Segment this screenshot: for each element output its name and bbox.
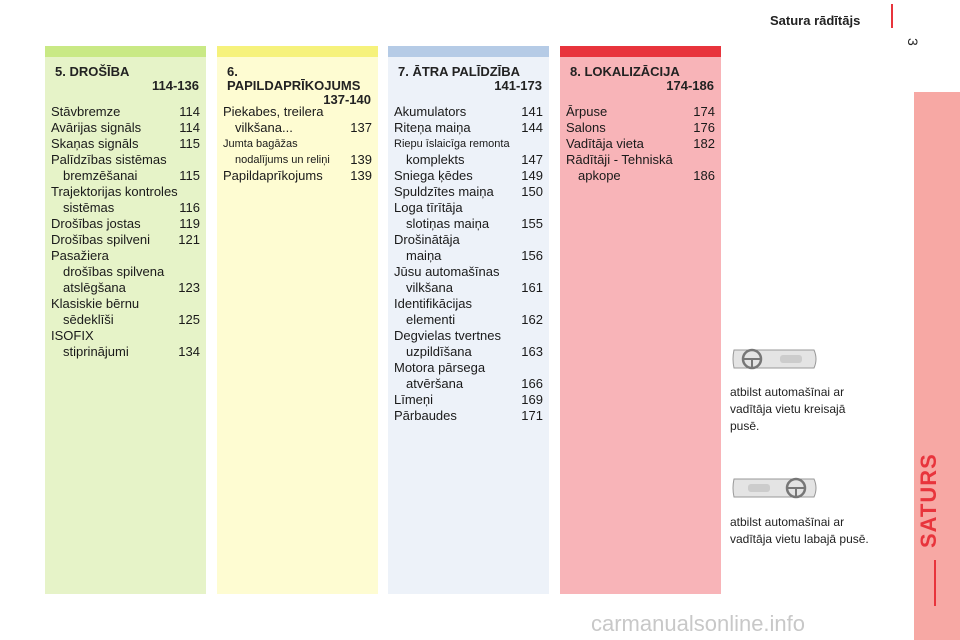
toc-entry[interactable] xyxy=(394,328,543,360)
toc-entry-label: stiprinājumi xyxy=(63,344,129,359)
toc-entry-page: 144 xyxy=(521,120,543,135)
toc-entry-page: 182 xyxy=(693,136,715,151)
toc-entry-label: Klasiskie bērnu xyxy=(51,296,140,311)
toc-entry-page: 114 xyxy=(179,104,200,119)
toc-entry[interactable] xyxy=(394,360,543,392)
toc-entry-label: Identifikācijas xyxy=(394,296,473,311)
toc-entry-label: nodalījums un reliņi xyxy=(235,154,330,166)
chapter-7-column xyxy=(388,46,549,594)
toc-entry-label: ISOFIX xyxy=(51,328,94,343)
toc-entry-label: Avārijas signāls xyxy=(51,120,142,135)
toc-entry-page: 115 xyxy=(179,168,200,183)
toc-entry-label: sēdeklīši xyxy=(63,312,114,327)
toc-entry[interactable] xyxy=(223,104,372,136)
chapter-header[interactable] xyxy=(217,57,378,107)
toc-entry-label: vilkšana xyxy=(406,280,453,295)
chapter-6-column xyxy=(217,46,378,594)
toc-entry[interactable] xyxy=(51,232,200,248)
toc-entry-page: 137 xyxy=(350,120,372,135)
chapter-title: 5. DROŠĪBA xyxy=(55,64,130,79)
toc-entry-label: atvēršana xyxy=(406,376,464,391)
toc-entry-label: slotiņas maiņa xyxy=(406,216,490,231)
chapter-5-column xyxy=(45,46,206,594)
chapter-entries xyxy=(45,101,206,360)
chapter-header[interactable] xyxy=(388,57,549,101)
toc-entry[interactable] xyxy=(394,296,543,328)
chapter-color-bar xyxy=(560,46,721,57)
toc-entry-page: 186 xyxy=(693,168,715,183)
toc-entry-label: Pārbaudes xyxy=(394,408,457,423)
toc-entry-label: Degvielas tvertnes xyxy=(394,328,501,343)
toc-entry-label: Drošības jostas xyxy=(51,216,141,231)
page-number: 3 xyxy=(905,38,921,46)
toc-entry-label: maiņa xyxy=(406,248,442,263)
chapter-header[interactable] xyxy=(45,57,206,101)
toc-entry[interactable] xyxy=(394,232,543,264)
toc-entry[interactable] xyxy=(566,104,715,120)
chapter-color-bar xyxy=(45,46,206,57)
toc-entry-page: 176 xyxy=(693,120,715,135)
toc-entry-label: Piekabes, treilera xyxy=(223,104,324,119)
toc-entry-label: Stāvbremze xyxy=(51,104,121,119)
toc-entry-label: atslēgšana xyxy=(63,280,126,295)
toc-entry-page: 149 xyxy=(521,168,543,183)
chapter-range: 137-140 xyxy=(323,92,371,107)
toc-entry[interactable] xyxy=(394,104,543,120)
toc-entry-page: 139 xyxy=(350,168,372,183)
chapter-range: 174-186 xyxy=(666,78,714,93)
toc-entry-label: Sniega ķēdes xyxy=(394,168,473,183)
toc-entry-label: elementi xyxy=(406,312,456,327)
toc-entry-page: 162 xyxy=(521,312,543,327)
toc-entry[interactable] xyxy=(51,136,200,152)
toc-entry-page: 134 xyxy=(178,344,200,359)
toc-entry[interactable] xyxy=(394,184,543,200)
toc-entry[interactable] xyxy=(51,184,200,216)
watermark: carmanualsonline.info xyxy=(591,611,806,636)
toc-entry-label: Akumulators xyxy=(394,104,467,119)
toc-entry-page: 161 xyxy=(521,280,543,295)
toc-entry[interactable] xyxy=(394,392,543,408)
header-divider xyxy=(891,4,893,28)
toc-entry[interactable] xyxy=(394,168,543,184)
toc-entry[interactable] xyxy=(394,408,543,424)
toc-entry-label: Jumta bagāžas xyxy=(223,138,298,150)
chapter-color-bar xyxy=(217,46,378,57)
chapter-title: 7. ĀTRA PALĪDZĪBA xyxy=(398,64,521,79)
toc-entry[interactable] xyxy=(566,120,715,136)
toc-entry-label: Pasažiera xyxy=(51,248,109,263)
toc-entry-page: 169 xyxy=(521,392,543,407)
toc-entry-label: Riteņa maiņa xyxy=(394,120,471,135)
chapter-color-bar xyxy=(388,46,549,57)
left-hand-drive-icon xyxy=(730,344,820,374)
toc-entry[interactable] xyxy=(566,136,715,152)
toc-entry-label: Loga tīrītāja xyxy=(394,200,463,215)
toc-entry-page: 116 xyxy=(179,200,200,215)
toc-entry-page: 139 xyxy=(350,152,372,167)
toc-entry[interactable] xyxy=(223,168,372,184)
toc-entry[interactable] xyxy=(394,200,543,232)
chapter-entries xyxy=(217,101,378,184)
toc-entry-page: 141 xyxy=(521,104,543,119)
toc-entry-page: 155 xyxy=(521,216,543,231)
toc-entry[interactable] xyxy=(51,216,200,232)
toc-entry-page: 123 xyxy=(178,280,200,295)
toc-entry-page: 156 xyxy=(521,248,543,263)
toc-entry-label: bremzēšanai xyxy=(63,168,138,183)
toc-entry[interactable] xyxy=(51,296,200,328)
toc-entry-label: Spuldzītes maiņa xyxy=(394,184,494,199)
toc-entry[interactable] xyxy=(51,120,200,136)
toc-entry[interactable] xyxy=(51,328,200,360)
toc-entry-page: 115 xyxy=(179,136,200,151)
chapter-entries xyxy=(388,101,549,424)
chapter-title: 8. LOKALIZĀCIJA xyxy=(570,64,680,79)
toc-entry-label: Papildaprīkojums xyxy=(223,168,323,183)
toc-entry[interactable] xyxy=(223,136,372,168)
toc-entry-page: 147 xyxy=(521,152,543,167)
toc-entry-label: Vadītāja vieta xyxy=(566,136,644,151)
chapter-header[interactable] xyxy=(560,57,721,101)
toc-entry-page: 150 xyxy=(521,184,543,199)
toc-entry-page: 125 xyxy=(178,312,200,327)
toc-entry-page: 166 xyxy=(521,376,543,391)
right-hand-drive-icon xyxy=(730,473,820,503)
toc-entry-label: sistēmas xyxy=(63,200,115,215)
toc-entry-label: Trajektorijas kontroles xyxy=(51,184,178,199)
header-title: Satura rādītājs xyxy=(770,13,861,28)
toc-entry[interactable] xyxy=(394,264,543,296)
toc-entry[interactable] xyxy=(394,136,543,168)
chapter-8-column xyxy=(560,46,721,594)
toc-entry-label: Palīdzības sistēmas xyxy=(51,152,167,167)
toc-entry-label: vilkšana... xyxy=(235,120,293,135)
toc-entry-page: 174 xyxy=(693,104,715,119)
legend-text-left: atbilst automašīnai ar vadītāja vietu kreisajā pusē. xyxy=(730,385,846,433)
side-tab[interactable] xyxy=(914,92,960,640)
toc-entry[interactable] xyxy=(394,120,543,136)
toc-entry-label: Drošības spilveni xyxy=(51,232,150,247)
toc-entry[interactable] xyxy=(51,152,200,184)
side-tab-divider xyxy=(934,560,936,606)
chapter-range: 114-136 xyxy=(152,78,199,93)
toc-entry[interactable] xyxy=(566,152,715,184)
legend-text-right: atbilst automašīnai ar vadītāja vietu labajā pusē. xyxy=(730,515,869,546)
toc-entry-label: Drošinātāja xyxy=(394,232,460,247)
toc-entry-label: uzpildīšana xyxy=(406,344,472,359)
toc-entry-label: Rādītāji - Tehniskā xyxy=(566,152,673,167)
side-tab-label: SATURS xyxy=(916,453,941,548)
toc-entry-label: Jūsu automašīnas xyxy=(394,264,500,279)
toc-entry-page: 114 xyxy=(179,120,200,135)
toc-entry[interactable] xyxy=(51,248,200,296)
toc-entry-page: 119 xyxy=(179,216,200,231)
toc-entry[interactable] xyxy=(51,104,200,120)
chapter-range: 141-173 xyxy=(494,78,542,93)
toc-entry-label: apkope xyxy=(578,168,621,183)
toc-entry-label: Motora pārsega xyxy=(394,360,486,375)
toc-entry-label: drošības spilvena xyxy=(63,264,165,279)
chapter-entries xyxy=(560,101,721,184)
toc-entry-label: Līmeņi xyxy=(394,392,434,407)
toc-entry-page: 163 xyxy=(521,344,543,359)
toc-entry-label: Salons xyxy=(566,120,606,135)
toc-entry-label: Ārpuse xyxy=(566,104,608,119)
toc-entry-label: Riepu īslaicīga remonta xyxy=(394,138,510,150)
toc-entry-page: 171 xyxy=(521,408,543,423)
toc-entry-label: Skaņas signāls xyxy=(51,136,139,151)
toc-entry-page: 121 xyxy=(178,232,200,247)
chapter-title: 6. PAPILDAPRĪKOJUMS xyxy=(227,64,361,93)
toc-entry-label: komplekts xyxy=(406,152,465,167)
